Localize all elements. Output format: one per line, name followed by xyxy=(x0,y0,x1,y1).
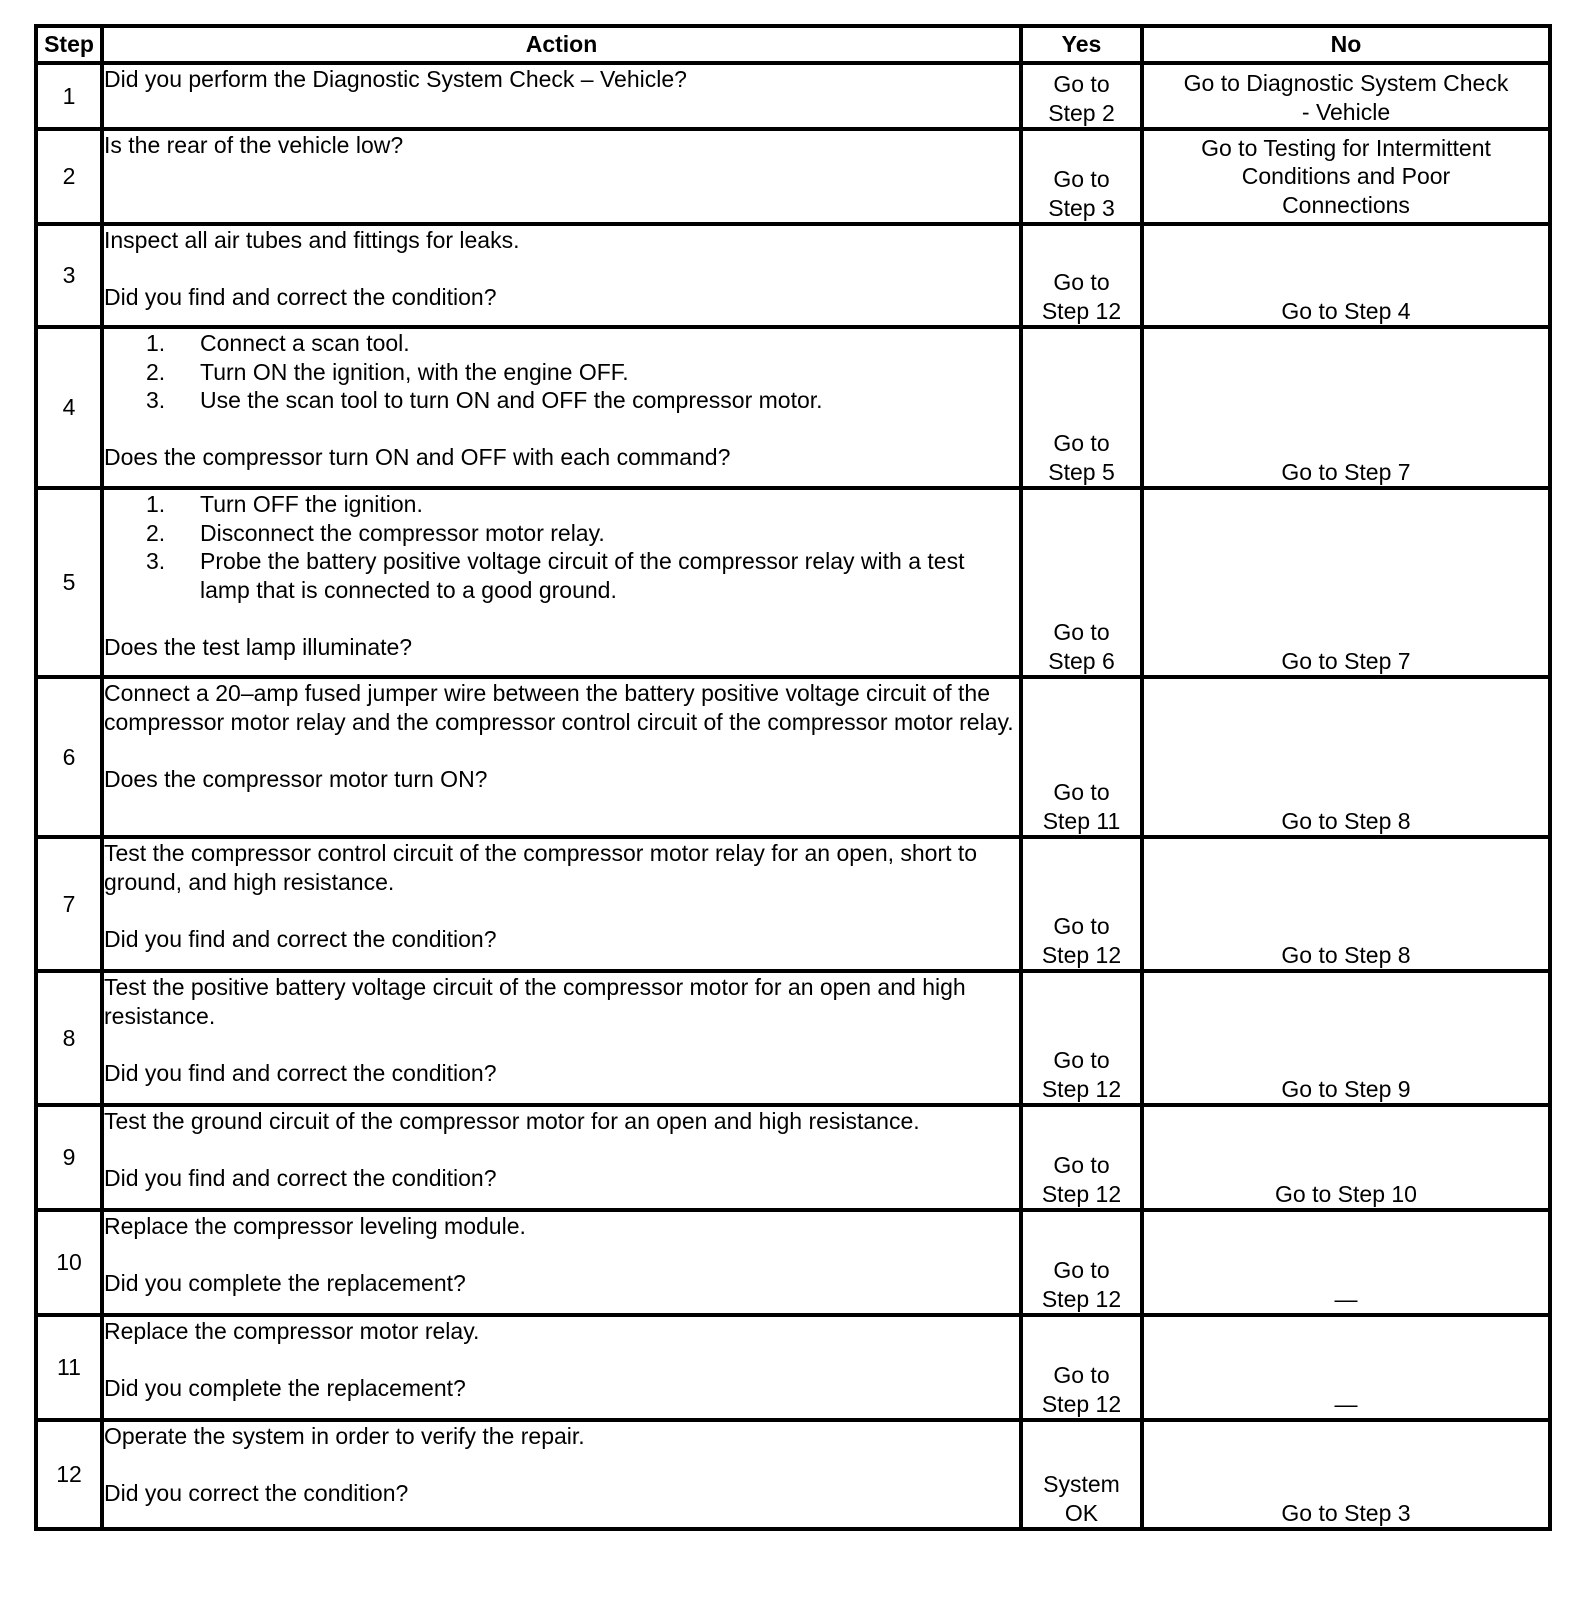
action-instruction: Connect a 20–amp fused jumper wire between the battery positive voltage circuit of the compressor motor relay and the compressor control circuit of the compressor motor relay. xyxy=(104,680,1014,735)
action-question: Did you find and correct the condition? xyxy=(104,1165,497,1191)
step-number: 12 xyxy=(36,1420,102,1529)
yes-text: Step 12 xyxy=(1041,941,1122,968)
table-row xyxy=(36,224,1550,327)
no-cell xyxy=(1142,488,1550,677)
action-cell xyxy=(102,327,1021,488)
no-text: Conditions and Poor xyxy=(1241,163,1451,190)
action-spacer xyxy=(104,604,1019,633)
no-cell xyxy=(1142,677,1550,837)
action-question: Does the compressor motor turn ON? xyxy=(104,765,488,792)
no-text: — xyxy=(1334,1390,1358,1417)
action-step-text: Use the scan tool to turn ON and OFF the compressor motor. xyxy=(200,387,823,413)
yes-cell xyxy=(1021,1315,1142,1420)
action-step-number: 3. xyxy=(146,387,166,413)
no-text: Go to Step 8 xyxy=(1281,807,1411,834)
no-cell xyxy=(1142,327,1550,488)
action-step-text: Connect a scan tool. xyxy=(200,330,410,356)
yes-text: Go to xyxy=(1053,1152,1110,1178)
no-cell xyxy=(1142,1105,1550,1210)
yes-cell xyxy=(1021,224,1142,327)
action-spacer xyxy=(104,1136,1019,1165)
action-step-number: 1. xyxy=(146,330,166,356)
step-number: 3 xyxy=(36,224,102,327)
action-spacer xyxy=(104,896,1019,925)
yes-text: Step 5 xyxy=(1048,458,1115,485)
action-cell xyxy=(102,1210,1021,1315)
no-cell xyxy=(1142,63,1550,129)
action-question: Did you perform the Diagnostic System Check – Vehicle? xyxy=(104,66,687,92)
yes-cell xyxy=(1021,837,1142,971)
action-cell xyxy=(102,488,1021,677)
table-body xyxy=(36,63,1550,1529)
no-text: Go to Diagnostic System Check xyxy=(1183,70,1509,96)
table-row xyxy=(36,677,1550,837)
action-instruction: Test the positive battery voltage circuit of the compressor motor for an open and high resistance. xyxy=(104,974,966,1029)
no-text: Connections xyxy=(1282,191,1410,218)
action-question: Did you find and correct the condition? xyxy=(104,925,497,952)
action-step-item xyxy=(146,547,1019,604)
action-question: Does the test lamp illuminate? xyxy=(104,633,413,660)
diagnostic-table xyxy=(34,24,1552,1531)
yes-text: Go to xyxy=(1053,779,1110,805)
yes-text: Go to xyxy=(1053,269,1110,295)
action-spacer xyxy=(104,1241,1019,1270)
header-no: No xyxy=(1142,26,1550,63)
action-question: Did you correct the condition? xyxy=(104,1480,409,1506)
no-text: Go to Step 4 xyxy=(1281,297,1411,324)
no-cell xyxy=(1142,1420,1550,1529)
action-spacer xyxy=(104,415,1019,444)
action-step-item xyxy=(146,490,1019,519)
step-number: 8 xyxy=(36,971,102,1105)
no-text: Go to Step 7 xyxy=(1281,647,1411,674)
action-cell xyxy=(102,971,1021,1105)
action-cell xyxy=(102,677,1021,837)
yes-cell xyxy=(1021,63,1142,129)
yes-cell xyxy=(1021,327,1142,488)
action-step-item xyxy=(146,386,1019,415)
yes-text: Go to xyxy=(1053,1257,1110,1283)
action-cell xyxy=(102,1420,1021,1529)
action-cell xyxy=(102,1105,1021,1210)
action-spacer xyxy=(104,1451,1019,1480)
no-cell xyxy=(1142,1315,1550,1420)
yes-text: Go to xyxy=(1053,1047,1110,1073)
header-step: Step xyxy=(36,26,102,63)
step-number: 7 xyxy=(36,837,102,971)
action-step-text: Turn OFF the ignition. xyxy=(200,491,423,517)
action-step-item xyxy=(146,329,1019,358)
table-row xyxy=(36,488,1550,677)
step-number: 6 xyxy=(36,677,102,837)
yes-text: Step 11 xyxy=(1042,807,1121,834)
header-row xyxy=(36,26,1550,63)
table-row xyxy=(36,837,1550,971)
action-step-text: Turn ON the ignition, with the engine OFF. xyxy=(200,358,629,385)
yes-text: Go to xyxy=(1053,71,1110,97)
yes-cell xyxy=(1021,971,1142,1105)
step-number: 11 xyxy=(36,1315,102,1420)
action-question: Did you complete the replacement? xyxy=(104,1375,466,1401)
action-step-number: 2. xyxy=(146,358,166,385)
action-step-number: 3. xyxy=(146,548,166,574)
yes-text: Go to xyxy=(1053,430,1110,456)
yes-text: OK xyxy=(1064,1499,1099,1526)
yes-text: Go to xyxy=(1053,619,1110,645)
no-cell xyxy=(1142,1210,1550,1315)
no-cell xyxy=(1142,971,1550,1105)
no-cell xyxy=(1142,224,1550,327)
yes-text: Step 12 xyxy=(1041,297,1122,324)
no-cell xyxy=(1142,129,1550,224)
table-row xyxy=(36,63,1550,129)
table-row xyxy=(36,327,1550,488)
action-question: Did you find and correct the condition? xyxy=(104,1059,497,1086)
action-instruction: Operate the system in order to verify the repair. xyxy=(104,1423,585,1449)
table-row xyxy=(36,1105,1550,1210)
yes-text: Step 12 xyxy=(1041,1075,1122,1102)
action-cell xyxy=(102,224,1021,327)
action-cell xyxy=(102,837,1021,971)
yes-text: Go to xyxy=(1053,913,1110,939)
action-step-number: 2. xyxy=(146,519,166,546)
step-number: 1 xyxy=(36,63,102,129)
yes-cell xyxy=(1021,1105,1142,1210)
yes-cell xyxy=(1021,488,1142,677)
no-cell xyxy=(1142,837,1550,971)
step-number: 4 xyxy=(36,327,102,488)
action-cell xyxy=(102,129,1021,224)
step-number: 10 xyxy=(36,1210,102,1315)
table-row xyxy=(36,129,1550,224)
no-text: Go to Testing for Intermittent xyxy=(1201,134,1491,161)
action-instruction: Replace the compressor leveling module. xyxy=(104,1213,526,1239)
yes-cell xyxy=(1021,1210,1142,1315)
step-number: 2 xyxy=(36,129,102,224)
action-step-item xyxy=(146,358,1019,387)
action-cell xyxy=(102,1315,1021,1420)
yes-text: System xyxy=(1043,1471,1120,1497)
no-text: Go to Step 3 xyxy=(1281,1499,1411,1526)
action-instruction: Replace the compressor motor relay. xyxy=(104,1318,480,1344)
action-spacer xyxy=(104,1030,1019,1059)
action-question: Is the rear of the vehicle low? xyxy=(104,132,404,158)
yes-text: Step 6 xyxy=(1048,647,1115,674)
no-text: Go to Step 10 xyxy=(1275,1180,1417,1207)
no-text: Go to Step 9 xyxy=(1281,1075,1411,1102)
yes-cell xyxy=(1021,677,1142,837)
yes-cell xyxy=(1021,1420,1142,1529)
action-spacer xyxy=(104,736,1019,765)
table-row xyxy=(36,1420,1550,1529)
action-steps-list xyxy=(104,329,1019,415)
diagnostic-page xyxy=(34,24,1548,1531)
action-spacer xyxy=(104,1346,1019,1375)
step-number: 9 xyxy=(36,1105,102,1210)
action-instruction: Test the compressor control circuit of the compressor motor relay for an open, short to ground, and high resistance. xyxy=(104,840,978,895)
no-text: Go to Step 7 xyxy=(1281,458,1411,485)
table-row xyxy=(36,971,1550,1105)
action-spacer xyxy=(104,255,1019,284)
action-step-number: 1. xyxy=(146,491,166,517)
table-row xyxy=(36,1315,1550,1420)
step-number: 5 xyxy=(36,488,102,677)
no-text: — xyxy=(1334,1285,1358,1312)
action-cell xyxy=(102,63,1021,129)
header-yes: Yes xyxy=(1021,26,1142,63)
yes-text: Step 12 xyxy=(1041,1390,1122,1417)
action-step-text: Probe the battery positive voltage circuit of the compressor relay with a test lamp that is connected to a good ground. xyxy=(200,548,965,603)
yes-text: Step 3 xyxy=(1048,194,1115,221)
yes-text: Step 12 xyxy=(1041,1180,1122,1207)
action-question: Did you complete the replacement? xyxy=(104,1270,466,1296)
action-question: Does the compressor turn ON and OFF with each command? xyxy=(104,444,731,470)
no-text: - Vehicle xyxy=(1301,98,1391,125)
yes-cell xyxy=(1021,129,1142,224)
action-steps-list xyxy=(104,490,1019,604)
header-action: Action xyxy=(102,26,1021,63)
yes-text: Step 2 xyxy=(1048,99,1115,126)
yes-text: Go to xyxy=(1053,166,1110,192)
action-step-item xyxy=(146,519,1019,548)
yes-text: Step 12 xyxy=(1041,1285,1122,1312)
table-row xyxy=(36,1210,1550,1315)
action-instruction: Inspect all air tubes and fittings for leaks. xyxy=(104,227,520,253)
action-question: Did you find and correct the condition? xyxy=(104,284,497,310)
action-step-text: Disconnect the compressor motor relay. xyxy=(200,519,605,546)
yes-text: Go to xyxy=(1053,1362,1110,1388)
action-instruction: Test the ground circuit of the compressor motor for an open and high resistance. xyxy=(104,1108,920,1134)
no-text: Go to Step 8 xyxy=(1281,941,1411,968)
